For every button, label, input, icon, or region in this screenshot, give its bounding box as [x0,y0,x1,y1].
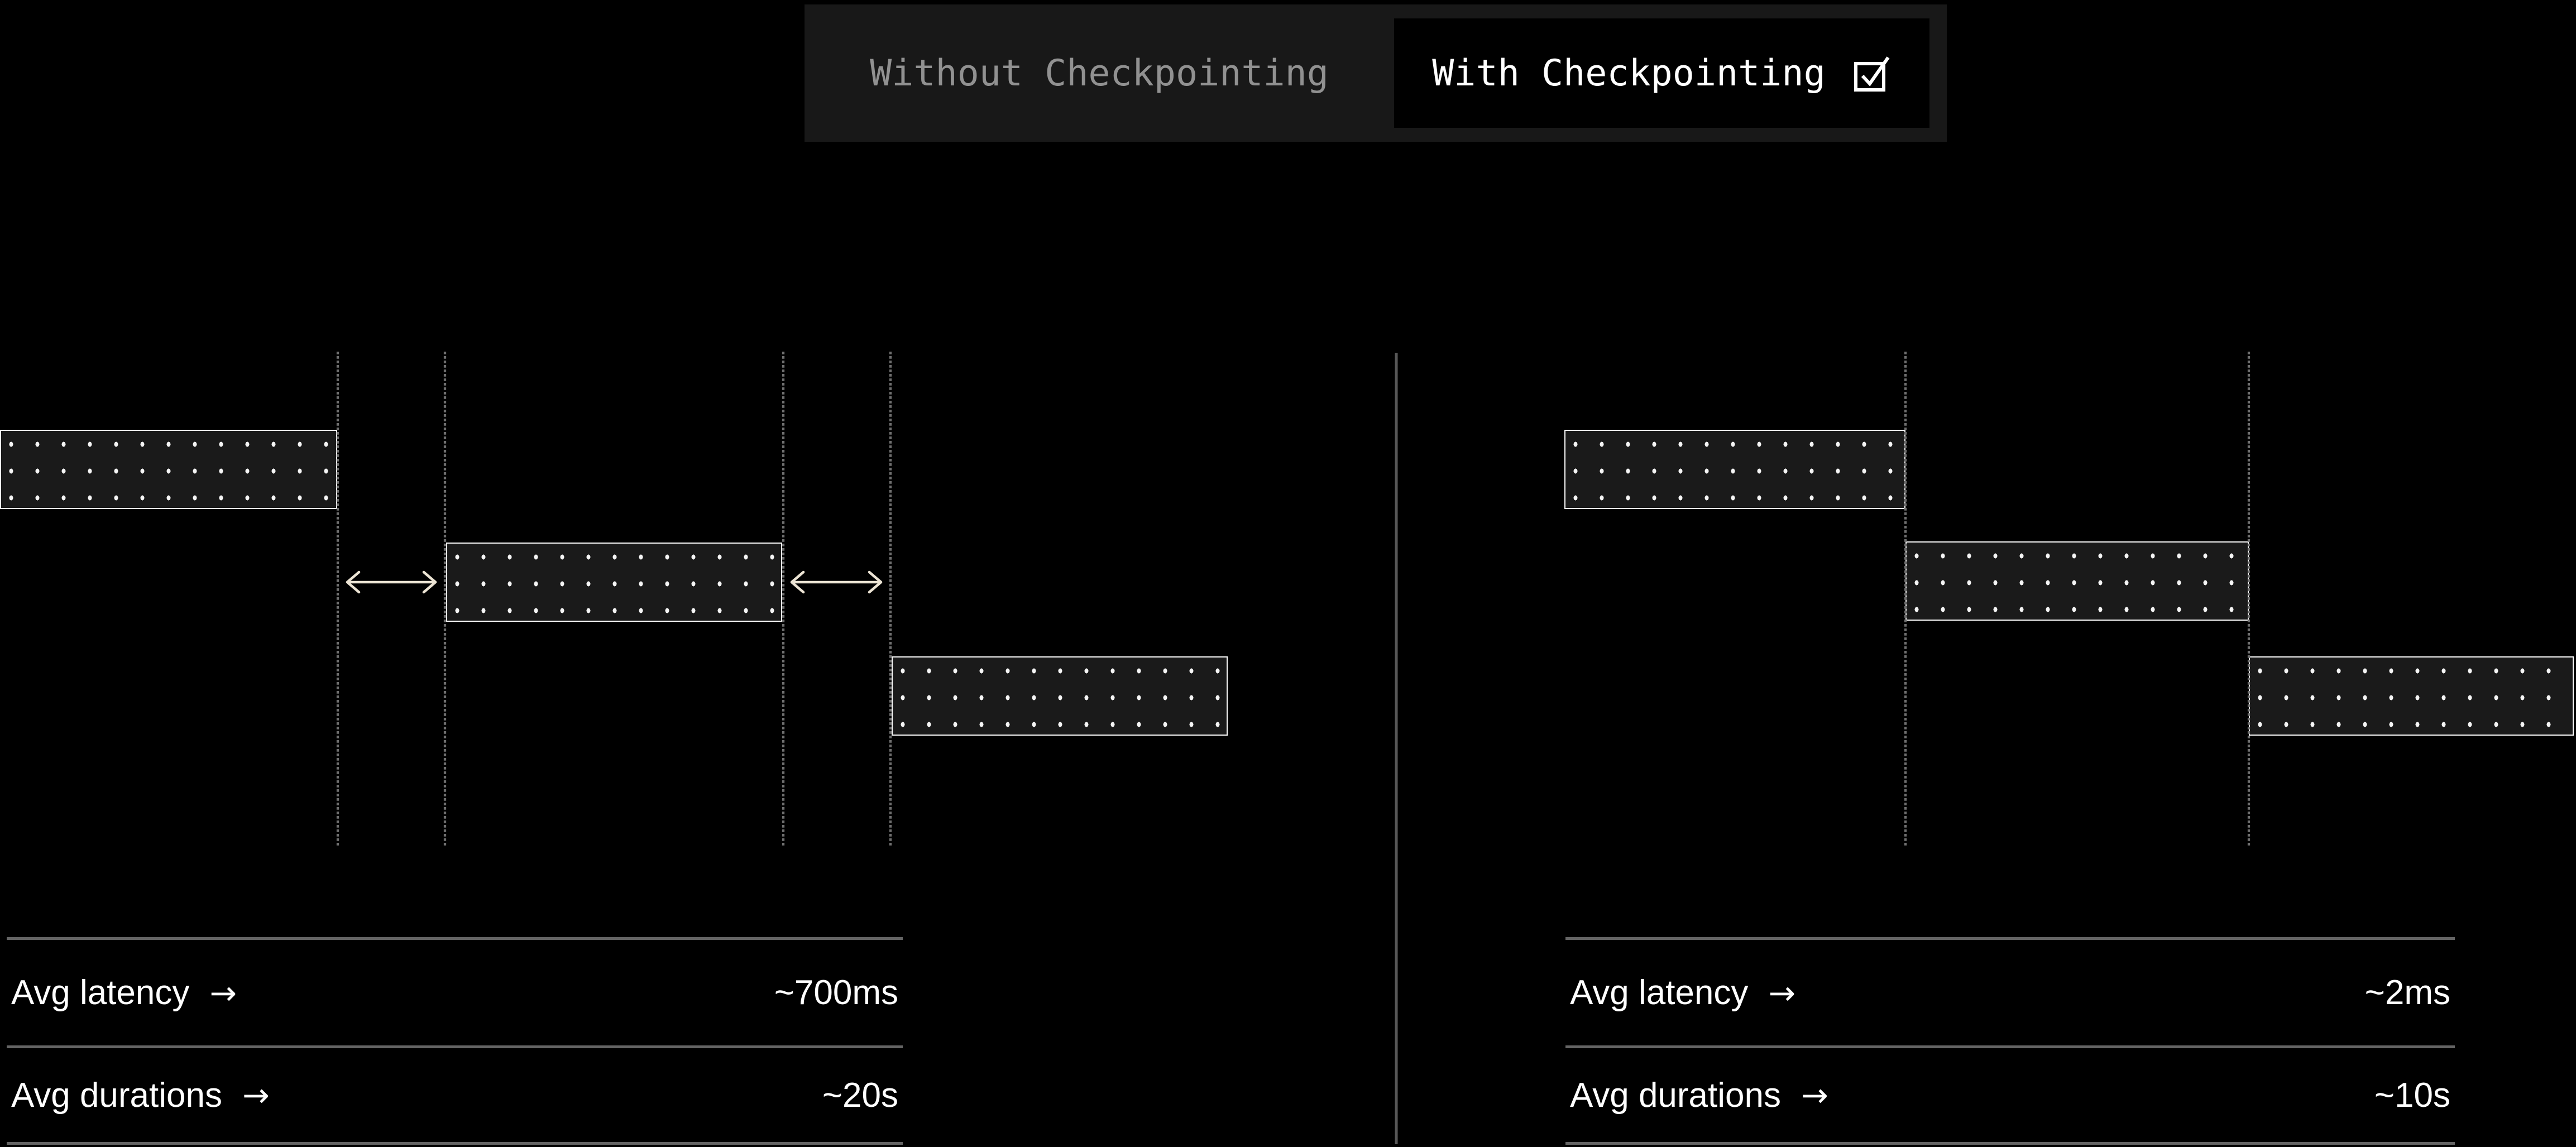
right-arrow-icon: → [209,973,237,1012]
tab-with-checkpointing[interactable] [1394,18,1929,128]
checkbox-checked-icon [1854,55,1892,92]
stats-without-checkpointing [7,937,903,1145]
stats-rule [1565,1142,2455,1145]
task-bar [2249,656,2574,736]
stat-value: ~700ms [774,973,898,1012]
stats-rule [7,1142,903,1145]
tab-without-checkpointing[interactable] [805,4,1394,142]
task-bar [1564,430,1905,509]
stat-label: Avg latency [1570,973,1749,1012]
stats-with-checkpointing [1565,937,2455,1145]
stat-row-avg-latency [7,940,903,1045]
stat-value: ~20s [822,1076,898,1115]
stat-label: Avg durations [1570,1076,1781,1115]
stat-value: ~2ms [2364,973,2450,1012]
right-arrow-icon: → [1768,973,1795,1012]
tab-label: With Checkpointing [1432,52,1826,94]
stat-label: Avg durations [11,1076,222,1115]
task-bar [0,430,337,509]
task-bar [1905,541,2249,621]
stat-value: ~10s [2374,1076,2450,1115]
task-bar [446,543,782,622]
task-bar [892,656,1228,736]
tab-label: Without Checkpointing [870,52,1329,94]
stat-row-avg-latency [1565,940,2455,1045]
right-arrow-icon: → [242,1076,270,1114]
right-arrow-icon: → [1801,1076,1828,1114]
stat-label: Avg latency [11,973,190,1012]
stat-row-avg-durations [7,1048,903,1142]
checkpointing-toggle [805,4,1947,142]
stat-row-avg-durations [1565,1048,2455,1142]
